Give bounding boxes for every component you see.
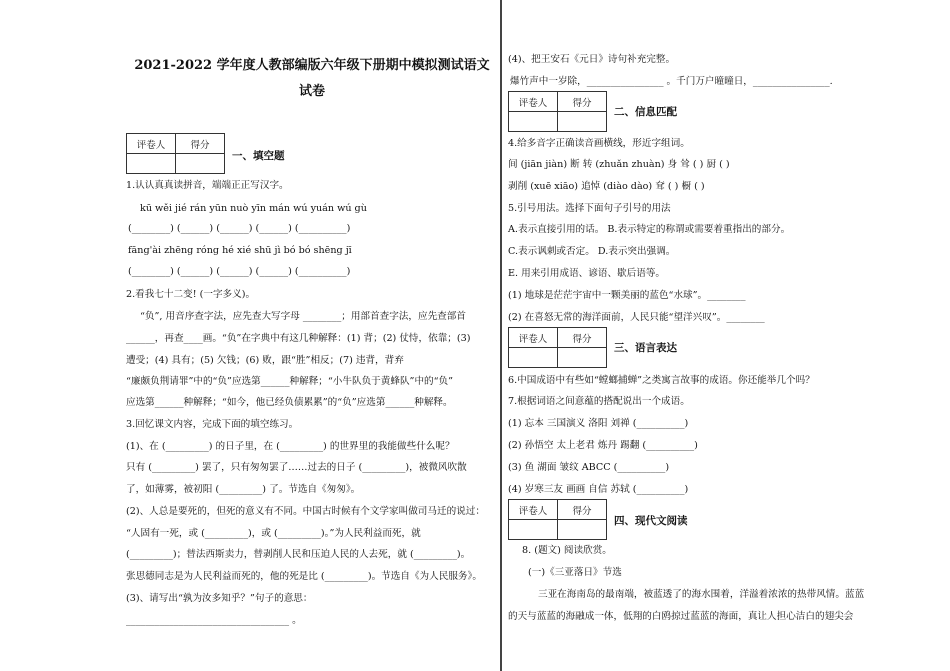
question-1: 1.认认真真读拼音，端端正正写汉字。: [126, 180, 289, 191]
score-box-4: [508, 499, 607, 540]
score-box-cell[interactable]: [558, 112, 607, 132]
score-box-cell[interactable]: [558, 520, 607, 540]
question-2-line: “负”, 用音序查字法，应先查大写字母 ________；用部首查字法，应先查部首: [140, 311, 466, 322]
question-3-line: (3)、请写出“孰为汝多知乎？”句子的意思：: [126, 593, 313, 604]
question-2-line: 应选第______种解释；“如今，他已经负债累累”的“负”应选第______种解释。: [126, 397, 453, 408]
blank-row-1: (________) (______) (______) (______) (__________): [128, 223, 351, 234]
question-4-line: 剥削 (xuē xiāo) 追悼 (diào dào) 耷 ( ) 橱 ( ): [508, 181, 705, 192]
section-heading-4: 四、现代文阅读: [614, 515, 688, 527]
question-5-option: E. 用来引用成语、谚语、歇后语等。: [508, 268, 666, 279]
section-heading-1: 一、填空题: [232, 150, 285, 162]
score-box-cell[interactable]: [176, 154, 225, 174]
column-divider: [500, 0, 502, 671]
pinyin-row-2: fāng'ài zhēng róng hé xié shū jì bó bó shēng jī: [128, 245, 352, 256]
question-5-option: A.表示直接引用的话。 B.表示特定的称谓或需要着重指出的部分。: [508, 224, 791, 235]
score-box-1: [126, 133, 225, 174]
score-box-header-grader: 评卷人: [509, 92, 558, 112]
question-4-line: 间 (jiān jiàn) 断 转 (zhuǎn zhuàn) 身 耸 ( ) 厨 ( ): [508, 159, 730, 170]
question-8: 8. (题文) 阅读欣赏。: [522, 545, 612, 556]
reading-paragraph: 三亚在海南岛的最南端，被蓝透了的海水围着，洋溢着浓浓的热带风情。蓝蓝: [538, 589, 865, 600]
page-title-line2: 试卷: [298, 84, 325, 99]
question-6: 6.中国成语中有些如“螳螂捕蝉”之类寓言故事的成语。你还能举几个吗？: [508, 375, 815, 386]
score-box-header-grader: 评卷人: [509, 500, 558, 520]
question-4: 4.给多音字正确读音画横线，形近字组词。: [508, 138, 690, 149]
question-3-line: (2)、人总是要死的，但死的意义有不同。中国古时候有个文学家叫做司马迁的说过：: [126, 506, 485, 517]
score-box-2: [508, 91, 607, 132]
score-box-header-grader: 评卷人: [509, 328, 558, 348]
question-3-line: 张思德同志是为人民利益而死的，他的死是比 (_________)。节选自《为人民服务》。: [126, 571, 482, 582]
poem-fill-line: 爆竹声中一岁除，________________ 。千门万户曈曈日，________________.: [510, 76, 833, 87]
section-heading-3: 三、语言表达: [614, 342, 677, 354]
question-3-line: “人固有一死，或 (_________)，或 (_________)。”为人民利益而死，就: [126, 528, 421, 539]
question-5-option: C.表示讽刺或否定。 D.表示突出强调。: [508, 246, 676, 257]
score-box-header-score: 得分: [558, 92, 607, 112]
score-box-3: [508, 327, 607, 368]
question-2-line: 遭受；(4) 具有；(5) 欠钱；(6) 败，跟“胜”相反；(7) 违背，背弃: [126, 355, 404, 366]
blank-row-2: (________) (______) (______) (______) (__________): [128, 266, 351, 277]
score-box-cell[interactable]: [509, 348, 558, 368]
question-3-line: (_________)；替法西斯卖力，替剥削人民和压迫人民的人去死，就 (_________)。: [126, 549, 471, 560]
answer-line[interactable]: __________________________________ 。: [126, 615, 302, 626]
score-box-cell[interactable]: [509, 112, 558, 132]
pinyin-row-1: kū wěi jié rán yūn nuò yīn mán wú yuán wú gù: [140, 203, 367, 214]
question-7-item: (3) 鱼 湖面 皱纹 ABCC (__________): [508, 462, 670, 473]
score-box-cell[interactable]: [558, 348, 607, 368]
question-3-line: 了，如薄雾，被初阳 (_________) 了。节选自《匆匆》。: [126, 484, 361, 495]
reading-subtitle: (一)《三亚落日》节选: [528, 567, 622, 578]
question-7-item: (1) 忘本 三国演义 洛阳 刘禅 (__________): [508, 418, 689, 429]
question-2-line: ______，再查____画。“负”在字典中有这几种解释：(1) 背；(2) 仗恃，依靠；(3): [126, 333, 471, 344]
score-box-cell[interactable]: [509, 520, 558, 540]
question-7-item: (2) 孙悟空 太上老君 炼丹 踢翻 (__________): [508, 440, 698, 451]
score-box-header-score: 得分: [558, 328, 607, 348]
question-2: 2.看我七十二变! (一字多义)。: [126, 289, 256, 300]
question-3-line: 只有 (_________) 罢了，只有匆匆罢了……过去的日子 (_________)，被微风吹散: [126, 462, 467, 473]
page-title-line1: 2021-2022 学年度人教部编版六年级下册期中模拟测试语文: [134, 58, 490, 73]
score-box-cell[interactable]: [127, 154, 176, 174]
question-3-line: (1)、在 (_________) 的日子里，在 (_________) 的世界里的我能做些什么呢？: [126, 441, 455, 452]
score-box-header-grader: 评卷人: [127, 134, 176, 154]
question-5-item: (1) 地球是茫茫宇宙中一颗美丽的蓝色“水球”。________: [508, 290, 746, 301]
section-heading-2: 二、信息匹配: [614, 106, 677, 118]
question-2-line: “廉颇负荆请罪”中的“负”应选第______种解释；“小牛队负于黄蜂队”中的“负”: [126, 376, 454, 387]
question-3: 3.回忆课文内容，完成下面的填空练习。: [126, 419, 299, 430]
score-box-header-score: 得分: [176, 134, 225, 154]
question-7: 7.根据词语之间意蕴的搭配说出一个成语。: [508, 396, 690, 407]
reading-paragraph: 的天与蓝蓝的海融成一体，低翔的白鸥掠过蓝蓝的海面，真让人担心洁白的翅尖会: [508, 611, 854, 622]
question-3-part-4: (4)、把王安石《元日》诗句补充完整。: [508, 54, 676, 65]
question-5-item: (2) 在喜怒无常的海洋面前，人民只能“望洋兴叹”。________: [508, 312, 765, 323]
score-box-header-score: 得分: [558, 500, 607, 520]
question-7-item: (4) 岁寒三友 画画 自信 苏轼 (__________): [508, 484, 689, 495]
question-5: 5.引号用法。选择下面句子引号的用法: [508, 203, 671, 214]
